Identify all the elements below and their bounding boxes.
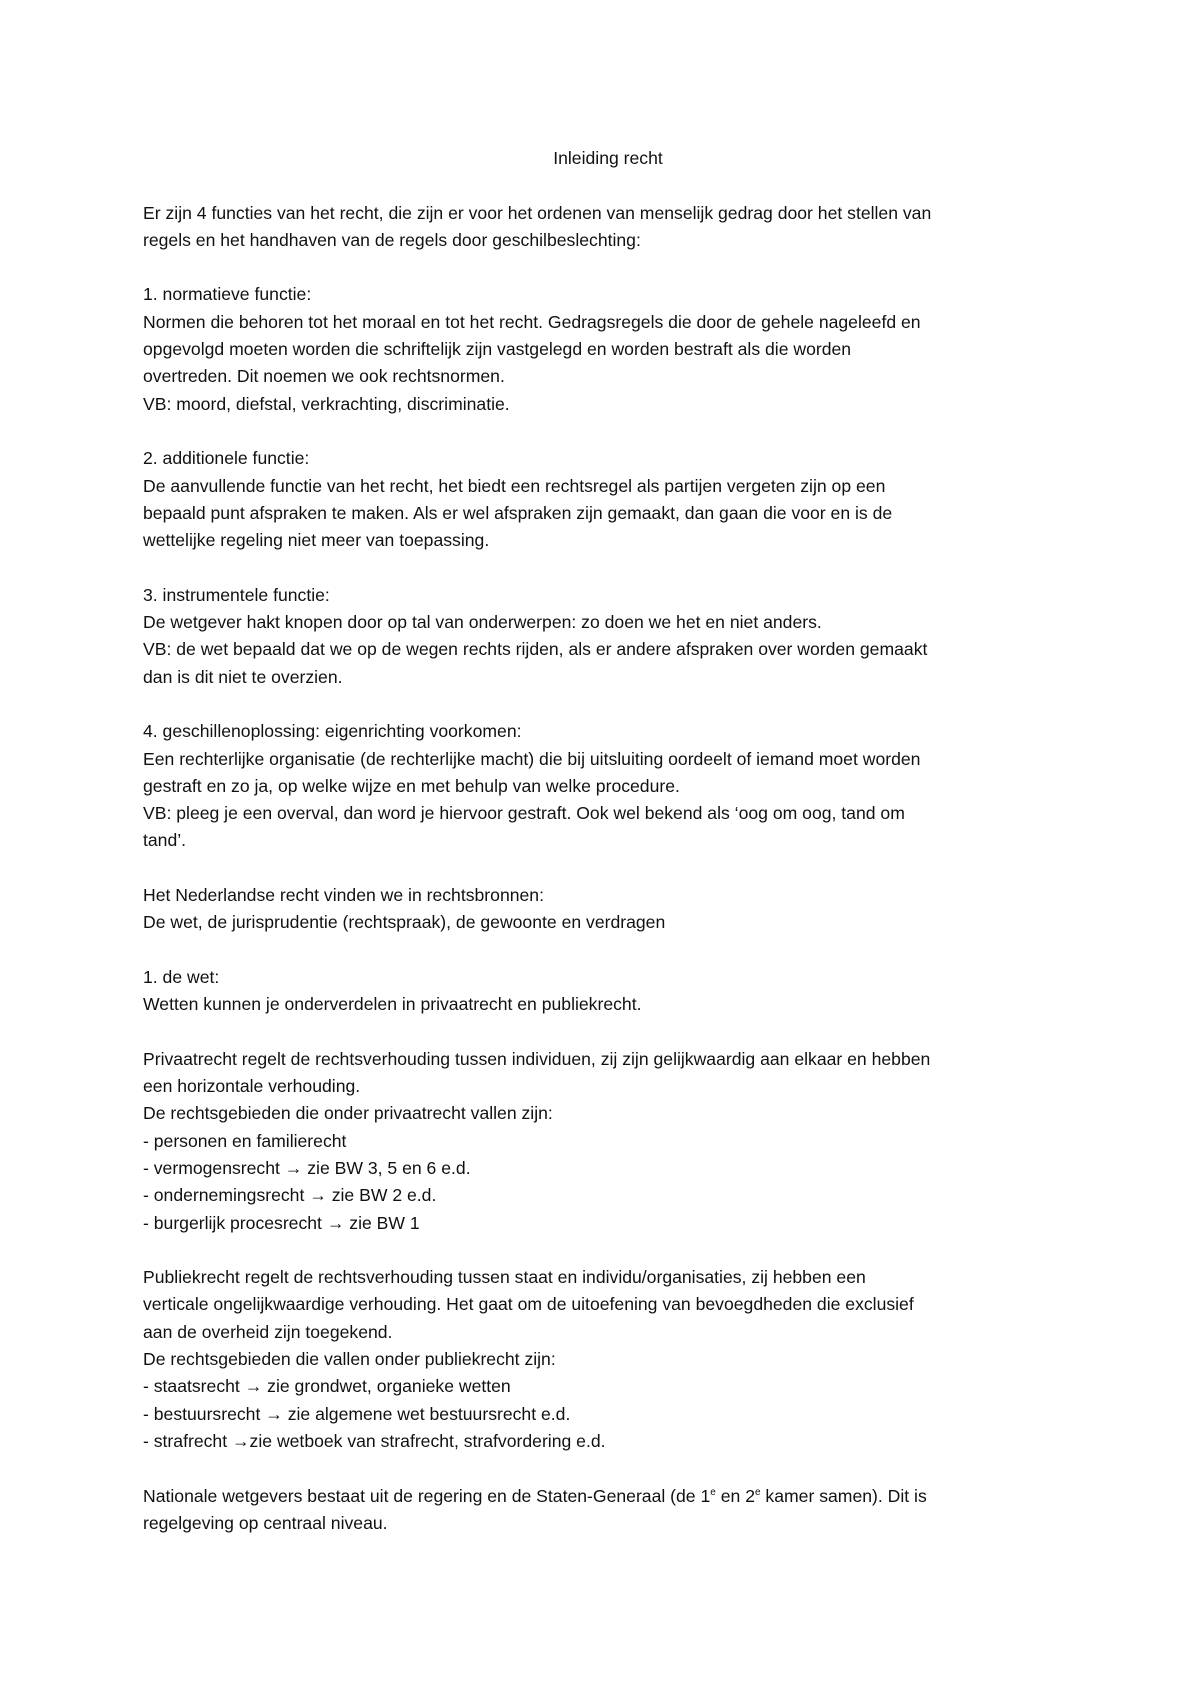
intro-paragraph	[143, 200, 1073, 255]
text-line: regels en het handhaven van de regels door geschilbeslechting:	[143, 229, 641, 250]
text-line: De aanvullende functie van het recht, het biedt een rechtsregel als partijen vergeten zijn op een	[143, 475, 886, 496]
section-heading: 3. instrumentele functie:	[143, 584, 330, 605]
text-line: een horizontale verhouding.	[143, 1076, 361, 1097]
list-item: - burgerlijk procesrecht → zie BW 1	[143, 1212, 420, 1233]
section-nationale-wetgevers	[143, 1483, 1073, 1538]
section-heading: 1. de wet:	[143, 966, 220, 987]
text-line: De wetgever hakt knopen door op tal van onderwerpen: zo doen we het en niet anders.	[143, 612, 822, 633]
list-item: - bestuursrecht → zie algemene wet bestuursrecht e.d.	[143, 1403, 571, 1424]
section-heading: 1. normatieve functie:	[143, 284, 312, 305]
superscript: e	[754, 1486, 761, 1498]
document-body	[143, 145, 1073, 1564]
text-line: Publiekrecht regelt de rechtsverhouding tussen staat en individu/organisaties, zij hebben een	[143, 1267, 866, 1288]
section-normatieve-functie	[143, 281, 1073, 417]
superscript: e	[710, 1486, 716, 1498]
list-item: - staatsrecht → zie grondwet, organieke wetten	[143, 1376, 511, 1397]
text-line: regelgeving op centraal niveau.	[143, 1512, 388, 1533]
list-item: - strafrecht →zie wetboek van strafrecht, strafvordering e.d.	[143, 1430, 606, 1451]
text-line: verticale ongelijkwaardige verhouding. Het gaat om de uitoefening van bevoegdheden die exclusief	[143, 1294, 914, 1315]
list-item: - personen en familierecht	[143, 1130, 347, 1151]
text-line: tand’.	[143, 830, 187, 851]
text-line: Privaatrecht regelt de rechtsverhouding tussen individuen, zij zijn gelijkwaardig aan elkaar en hebben	[143, 1048, 931, 1069]
section-instrumentele-functie	[143, 582, 1073, 691]
section-heading: 2. additionele functie:	[143, 448, 310, 469]
text-line: VB: pleeg je een overval, dan word je hiervoor gestraft. Ook wel bekend als ‘oog om oog, tand om	[143, 803, 905, 824]
section-rechtsbronnen	[143, 882, 1073, 937]
text-line: wettelijke regeling niet meer van toepassing.	[143, 530, 490, 551]
text-line: Wetten kunnen je onderverdelen in privaatrecht en publiekrecht.	[143, 994, 642, 1015]
text-line: bepaald punt afspraken te maken. Als er wel afspraken zijn gemaakt, dan gaan die voor en is de	[143, 502, 893, 523]
text-line: gestraft en zo ja, op welke wijze en met behulp van welke procedure.	[143, 775, 680, 796]
page-title: Inleiding recht	[553, 148, 663, 168]
text-line: Een rechterlijke organisatie (de rechterlijke macht) die bij uitsluiting oordeelt of iemand moet worden	[143, 748, 921, 769]
section-geschillenoplossing	[143, 718, 1073, 854]
text-line: overtreden. Dit noemen we ook rechtsnormen.	[143, 366, 505, 387]
text-line: aan de overheid zijn toegekend.	[143, 1321, 393, 1342]
text-line: VB: moord, diefstal, verkrachting, discriminatie.	[143, 393, 510, 414]
text-line: De wet, de jurisprudentie (rechtspraak), de gewoonte en verdragen	[143, 912, 666, 933]
text-line: VB: de wet bepaald dat we op de wegen rechts rijden, als er andere afspraken over worden gemaakt	[143, 639, 928, 660]
text-segment: Nationale wetgevers bestaat uit de regering en de Staten-Generaal (de 1	[143, 1485, 711, 1506]
section-de-wet	[143, 964, 1073, 1019]
section-additionele-functie	[143, 445, 1073, 554]
text-line: opgevolgd moeten worden die schriftelijk zijn vastgelegd en worden bestraft als die worden	[143, 339, 852, 360]
section-heading: 4. geschillenoplossing: eigenrichting voorkomen:	[143, 721, 522, 742]
section-publiekrecht	[143, 1264, 1073, 1455]
text-line: De rechtsgebieden die onder privaatrecht vallen zijn:	[143, 1103, 553, 1124]
text-segment: en 2	[715, 1485, 755, 1506]
list-item: - vermogensrecht → zie BW 3, 5 en 6 e.d.	[143, 1157, 471, 1178]
text-line	[143, 1483, 1073, 1510]
text-line: Er zijn 4 functies van het recht, die zijn er voor het ordenen van menselijk gedrag door het stellen van	[143, 202, 932, 223]
text-segment: kamer samen). Dit is	[760, 1485, 927, 1506]
text-line: dan is dit niet te overzien.	[143, 666, 343, 687]
section-heading: Het Nederlandse recht vinden we in rechtsbronnen:	[143, 885, 544, 906]
section-privaatrecht	[143, 1046, 1073, 1237]
text-line: De rechtsgebieden die vallen onder publiekrecht zijn:	[143, 1349, 556, 1370]
text-line: Normen die behoren tot het moraal en tot het recht. Gedragsregels die door de gehele nageleefd en	[143, 311, 921, 332]
list-item: - ondernemingsrecht → zie BW 2 e.d.	[143, 1185, 437, 1206]
